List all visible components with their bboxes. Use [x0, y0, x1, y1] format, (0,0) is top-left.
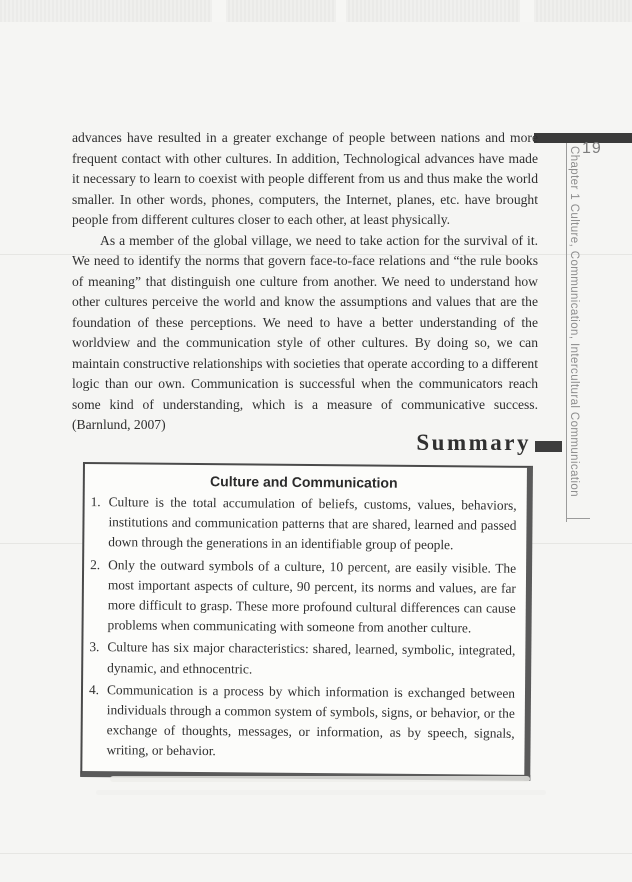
bleed-through-artifact: [110, 776, 530, 782]
item-number: 4.: [88, 681, 100, 697]
summary-box: [80, 462, 533, 781]
summary-heading: Summary: [416, 430, 531, 455]
scan-artifact-line: [0, 853, 632, 854]
summary-box-title: Culture and Communication: [210, 473, 398, 491]
body-text-block: [72, 128, 538, 436]
summary-item-2: [89, 555, 516, 640]
chapter-sidebar-title: Chapter 1 Culture, Communication, Intercultural Communication: [568, 146, 580, 498]
item-text: Communication is a process by which information is exchanged between individuals through a common system of symbols, signs, or behavior, or the exchange of thoughts, messages, or information, as by speech, signals, writing, or behavior.: [106, 682, 516, 759]
summary-item-4: [88, 680, 515, 765]
item-text: Culture has six major characteristics: shared, learned, symbolic, integrated, dynamic, and ethnocentric.: [107, 639, 516, 677]
bleed-through-artifact: [96, 790, 546, 795]
scan-texture-strip: [0, 0, 632, 22]
summary-heading-row: [72, 430, 562, 456]
item-number: 1.: [90, 494, 101, 510]
sidebar-title-underline: [566, 518, 590, 519]
item-text: Only the outward symbols of a culture, 10 percent, are easily visible. The most important aspects of culture, 90 percent, its norms and values, are far more difficult to grasp. These more profound cultural differences can cause problems when communicating with someone from another culture.: [107, 556, 517, 636]
summary-item-1: [90, 492, 517, 556]
page-number: 19: [582, 140, 602, 157]
summary-accent-bar: [535, 441, 562, 452]
sidebar-divider-rule: [566, 143, 567, 522]
item-number: 2.: [90, 556, 101, 572]
item-number: 3.: [89, 639, 100, 655]
paragraph-global-village: As a member of the global village, we need to take action for the survival of it. We need to identify the norms that govern face-to-face relations and “the rule books of meaning” that distinguish one culture from another. We need to understand how other cultures perceive the world and know the assumptions and values that are the foundation of these perceptions. We need to have a better understanding of the worldview and the communication style of other cultures. By doing so, we can maintain constructive relationships with societies that operate according to a different logic than our own. Communication is successful when the communicators reach some kind of understanding, which is a measure of communicative success. (Barnlund, 2007): [72, 232, 538, 432]
summary-item-3: [89, 637, 515, 681]
item-text: Culture is the total accumulation of beliefs, customs, values, behaviors, institutions and communication patterns that are shared, learned and passed down through the generations in an identifiable group of people.: [108, 494, 517, 553]
paragraph-technology: advances have resulted in a greater exchange of people between nations and more frequent contact with other cultures. In addition, Technological advances have made it necessary to learn to coexist with people different from us and thus make the world smaller. In other words, phones, computers, the Internet, planes, etc. have brought people from different cultures closer to each other, at least physically.: [72, 130, 538, 227]
